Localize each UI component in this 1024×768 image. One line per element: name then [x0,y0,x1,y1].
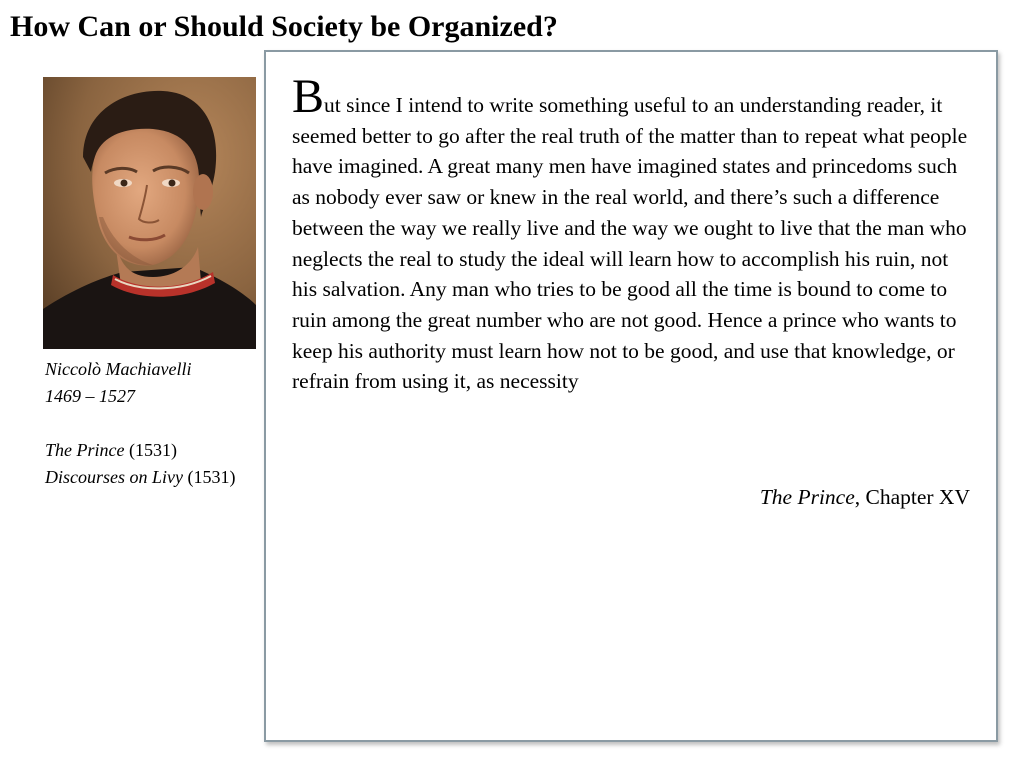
quote-box [264,50,998,742]
source-title: The Prince [759,485,855,509]
quote-dropcap: B [292,70,325,123]
work-year: (1531) [124,440,177,460]
author-name: Niccolò Machiavelli [45,359,192,379]
quote-text [292,70,976,397]
work-year: (1531) [183,467,236,487]
portrait-image [43,77,256,349]
work-discourses [45,464,260,491]
work-title: Discourses on Livy [45,467,183,487]
slide-title: How Can or Should Society be Organized? [10,10,558,43]
work-the-prince [45,437,260,464]
author-dates: 1469 – 1527 [45,386,135,406]
source-chapter: , Chapter XV [854,485,970,509]
portrait-caption [45,356,260,491]
work-title: The Prince [45,440,125,460]
machiavelli-portrait-icon [43,77,256,349]
quote-attribution [760,482,970,512]
quote-body: ut since I intend to write something useful to an understanding reader, it seemed better to go after the real truth of the matter than to repeat what people have imagined. A great many men have imagined states and princedoms such as nobody ever saw or knew in the real world, and there’s such a difference between the way we really live and the way we ought to live that the man who neglects the real to study the ideal will learn how to accomplish his ruin, not his salvation. Any man who tries to be good all the time is bound to come to ruin among the great number who are not good. Hence a prince who wants to keep his authority must learn how not to be good, and use that knowledge, or refrain from using it, as necessity [292,93,968,394]
